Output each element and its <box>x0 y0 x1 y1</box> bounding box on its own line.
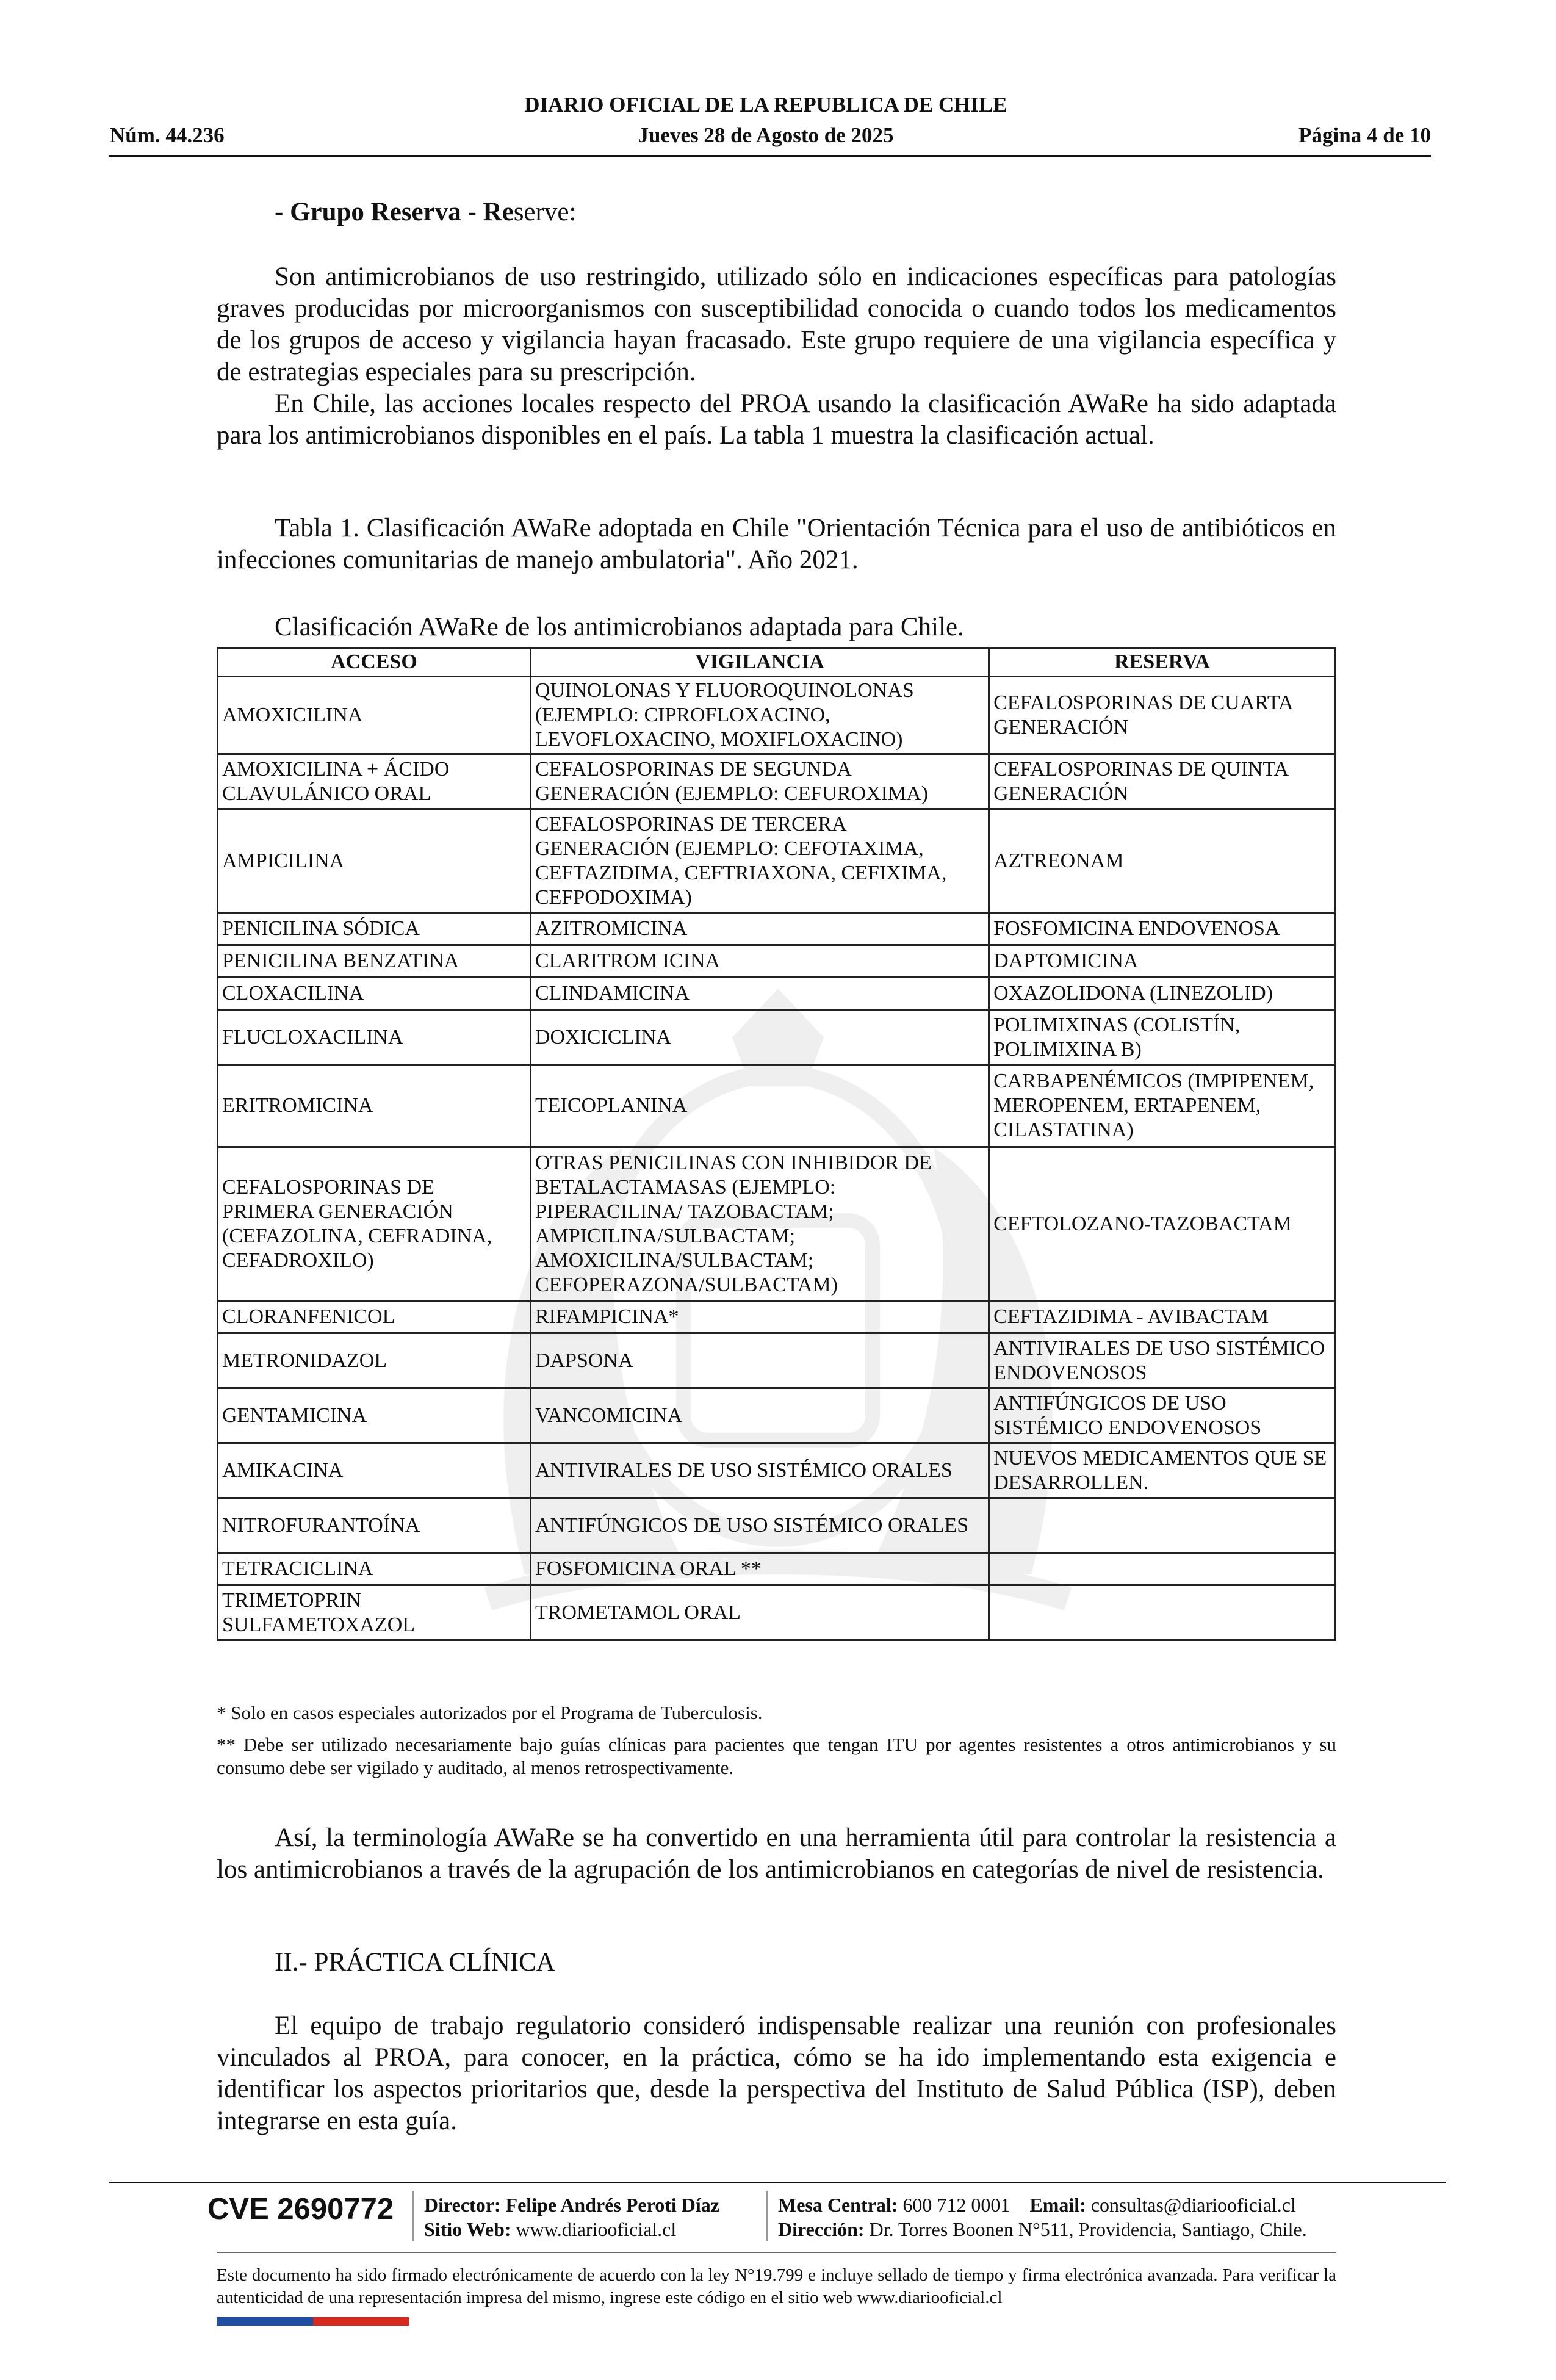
cell-acceso: CLOXACILINA <box>218 978 531 1010</box>
table-row <box>218 1585 1336 1640</box>
paragraph-clinical-practice: El equipo de trabajo regulatorio consideró indispensable realizar una reunión con profesionales vinculados al PROA, para conocer, en la práctica, cómo se ha ido implementando esta exigencia e identificar los aspectos prioritarios que, desde la perspectiva del Instituto de Salud Pública (ISP), deben integrarse en esta guía. <box>217 2011 1336 2135</box>
cell-acceso: AMOXICILINA <box>218 677 531 754</box>
cell-reserva <box>989 1553 1336 1585</box>
cell-acceso: CLORANFENICOL <box>218 1301 531 1333</box>
table-row <box>218 945 1336 978</box>
cell-reserva: FOSFOMICINA ENDOVENOSA <box>989 913 1336 945</box>
cell-vigilancia: CEFALOSPORINAS DE SEGUNDA GENERACIÓN (EJEMPLO: CEFUROXIMA) <box>530 754 989 809</box>
cell-reserva: NUEVOS MEDICAMENTOS QUE SE DESARROLLEN. <box>989 1443 1336 1498</box>
email-label: Email: <box>1029 2194 1086 2216</box>
cell-vigilancia: DAPSONA <box>530 1333 989 1388</box>
cell-acceso: METRONIDAZOL <box>218 1333 531 1388</box>
mesa-label: Mesa Central: <box>778 2194 898 2216</box>
cell-reserva: AZTREONAM <box>989 809 1336 913</box>
table-row <box>218 809 1336 913</box>
table-row <box>218 677 1336 754</box>
reserve-heading <box>217 197 1336 228</box>
address-label: Dirección: <box>778 2218 865 2240</box>
cell-vigilancia: RIFAMPICINA* <box>530 1301 989 1333</box>
address-text: Dr. Torres Boonen N°511, Providencia, Santiago, Chile. <box>869 2218 1307 2240</box>
cell-vigilancia: TROMETAMOL ORAL <box>530 1585 989 1640</box>
cell-acceso: NITROFURANTOÍNA <box>218 1498 531 1553</box>
email-link[interactable]: consultas@diariooficial.cl <box>1090 2194 1296 2216</box>
cell-vigilancia: CEFALOSPORINAS DE TERCERA GENERACIÓN (EJEMPLO: CEFOTAXIMA, CEFTAZIDIMA, CEFTRIAXONA, CEFIXIMA, CEFPODOXIMA) <box>530 809 989 913</box>
cell-acceso: TRIMETOPRIN SULFAMETOXAZOL <box>218 1585 531 1640</box>
cell-vigilancia: ANTIVIRALES DE USO SISTÉMICO ORALES <box>530 1443 989 1498</box>
paragraph-aware-conclusion: Así, la terminología AWaRe se ha convertido en una herramienta útil para controlar la resistencia a los antimicrobianos a través de la agrupación de los antimicrobianos en categorías de nivel de resistencia. <box>217 1823 1336 1884</box>
header-divider <box>109 155 1431 157</box>
cell-reserva: CARBAPENÉMICOS (IMPIPENEM, MEROPENEM, ERTAPENEM, CILASTATINA) <box>989 1065 1336 1147</box>
section-heading: II.- PRÁCTICA CLÍNICA <box>275 1948 555 1977</box>
cell-acceso: FLUCLOXACILINA <box>218 1010 531 1065</box>
table-row <box>218 1553 1336 1585</box>
footer-separator <box>412 2191 414 2241</box>
cell-acceso: AMIKACINA <box>218 1443 531 1498</box>
aware-classification-table <box>217 647 1336 1641</box>
cell-vigilancia: OTRAS PENICILINAS CON INHIBIDOR DE BETALACTAMASAS (EJEMPLO: PIPERACILINA/ TAZOBACTAM; AMPICILINA/SULBACTAM; AMOXICILINA/SULBACTAM; CEFOPERAZONA/SULBACTAM) <box>530 1147 989 1301</box>
cell-reserva: OXAZOLIDONA (LINEZOLID) <box>989 978 1336 1010</box>
cell-reserva: DAPTOMICINA <box>989 945 1336 978</box>
paragraph-reserve-definition: Son antimicrobianos de uso restringido, utilizado sólo en indicaciones específicas para patologías graves producidas por microorganismos con susceptibilidad conocida o cuando todos los medicamentos de los grupos de acceso y vigilancia hayan fracasado. Este grupo requiere de una vigilancia específica y de estrategias especiales para su prescripción. <box>217 262 1336 386</box>
cell-vigilancia: CLINDAMICINA <box>530 978 989 1010</box>
director-label: Director: <box>424 2194 501 2216</box>
legal-notice: Este documento ha sido firmado electrónicamente de acuerdo con la ley N°19.799 e incluye sellado de tiempo y firma electrónica avanzada. Para verificar la autenticidad de una representación impresa del mismo, ingrese este código en el sitio web www.diariooficial.cl <box>217 2265 1336 2307</box>
cell-reserva: ANTIVIRALES DE USO SISTÉMICO ENDOVENOSOS <box>989 1333 1336 1388</box>
table-row <box>218 1147 1336 1301</box>
newspaper-title: DIARIO OFICIAL DE LA REPUBLICA DE CHILE <box>524 93 1007 117</box>
reserve-heading-bold: Re <box>483 198 514 226</box>
reserve-heading-prefix: - Grupo Reserva - Reserve: <box>275 198 577 226</box>
page-indicator: Página 4 de 10 <box>1298 123 1431 147</box>
mesa-phone: 600 712 0001 <box>902 2194 1010 2216</box>
table-row <box>218 1388 1336 1443</box>
cell-acceso: PENICILINA BENZATINA <box>218 945 531 978</box>
table-caption: Tabla 1. Clasificación AWaRe adoptada en Chile "Orientación Técnica para el uso de antibióticos en infecciones comunitarias de manejo ambulatoria". Año 2021. <box>217 514 1336 574</box>
cell-acceso: CEFALOSPORINAS DE PRIMERA GENERACIÓN (CEFAZOLINA, CEFRADINA, CEFADROXILO) <box>218 1147 531 1301</box>
cell-reserva: CEFALOSPORINAS DE CUARTA GENERACIÓN <box>989 677 1336 754</box>
cell-reserva: CEFTOLOZANO-TAZOBACTAM <box>989 1147 1336 1301</box>
cell-vigilancia: QUINOLONAS Y FLUOROQUINOLONAS (EJEMPLO: CIPROFLOXACINO, LEVOFLOXACINO, MOXIFLOXACINO) <box>530 677 989 754</box>
footnote-1: * Solo en casos especiales autorizados por el Programa de Tuberculosis. <box>217 1702 763 1723</box>
table-row <box>218 1498 1336 1553</box>
cell-acceso: PENICILINA SÓDICA <box>218 913 531 945</box>
cell-reserva: CEFALOSPORINAS DE QUINTA GENERACIÓN <box>989 754 1336 809</box>
issue-date: Jueves 28 de Agosto de 2025 <box>638 123 894 147</box>
header-acceso: ACCESO <box>218 648 531 677</box>
website-label: Sitio Web: <box>424 2218 511 2240</box>
header-reserva: RESERVA <box>989 648 1336 677</box>
footer-director-block <box>424 2193 719 2241</box>
cell-vigilancia: DOXICICLINA <box>530 1010 989 1065</box>
table-row <box>218 1301 1336 1333</box>
footnote-2: ** Debe ser utilizado necesariamente bajo guías clínicas para pacientes que tengan ITU por agentes resistentes a otros antimicrobianos y su consumo debe ser vigilado y auditado, al menos retrospectivamente. <box>217 1734 1336 1778</box>
flag-blue-segment <box>217 2317 313 2326</box>
table-row <box>218 754 1336 809</box>
director-name: Felipe Andrés Peroti Díaz <box>505 2194 719 2216</box>
paragraph-chile-adaptation: En Chile, las acciones locales respecto del PROA usando la clasificación AWaRe ha sido adaptada para los antimicrobianos disponibles en el país. La tabla 1 muestra la clasificación actual. <box>217 389 1336 450</box>
cve-code: CVE 2690772 <box>207 2193 394 2226</box>
table-title: Clasificación AWaRe de los antimicrobianos adaptada para Chile. <box>275 613 964 641</box>
reserve-heading-rest: serve: <box>513 198 577 226</box>
footer-contact-block <box>778 2193 1307 2241</box>
table-header-row <box>218 648 1336 677</box>
footer-divider-bottom <box>217 2252 1336 2253</box>
issue-number: Núm. 44.236 <box>110 123 225 147</box>
cell-vigilancia: TEICOPLANINA <box>530 1065 989 1147</box>
cell-vigilancia: CLARITROM ICINA <box>530 945 989 978</box>
cell-reserva <box>989 1498 1336 1553</box>
table-row <box>218 1443 1336 1498</box>
cell-acceso: AMOXICILINA + ÁCIDO CLAVULÁNICO ORAL <box>218 754 531 809</box>
cell-vigilancia: AZITROMICINA <box>530 913 989 945</box>
cell-vigilancia: ANTIFÚNGICOS DE USO SISTÉMICO ORALES <box>530 1498 989 1553</box>
cell-acceso: AMPICILINA <box>218 809 531 913</box>
footer-separator <box>766 2191 768 2241</box>
website-link[interactable]: www.diariooficial.cl <box>516 2218 677 2240</box>
cell-vigilancia: FOSFOMICINA ORAL ** <box>530 1553 989 1585</box>
table-row <box>218 1010 1336 1065</box>
flag-red-segment <box>313 2317 409 2326</box>
footer-divider-top <box>109 2182 1446 2183</box>
header-vigilancia: VIGILANCIA <box>530 648 989 677</box>
cell-acceso: GENTAMICINA <box>218 1388 531 1443</box>
cell-reserva: POLIMIXINAS (COLISTÍN, POLIMIXINA B) <box>989 1010 1336 1065</box>
table-row <box>218 978 1336 1010</box>
cell-vigilancia: VANCOMICINA <box>530 1388 989 1443</box>
table-row <box>218 913 1336 945</box>
cell-reserva: CEFTAZIDIMA - AVIBACTAM <box>989 1301 1336 1333</box>
cell-acceso: ERITROMICINA <box>218 1065 531 1147</box>
table-row <box>218 1065 1336 1147</box>
table-row <box>218 1333 1336 1388</box>
flag-color-bar <box>217 2317 409 2326</box>
cell-acceso: TETRACICLINA <box>218 1553 531 1585</box>
cell-reserva <box>989 1585 1336 1640</box>
cell-reserva: ANTIFÚNGICOS DE USO SISTÉMICO ENDOVENOSOS <box>989 1388 1336 1443</box>
